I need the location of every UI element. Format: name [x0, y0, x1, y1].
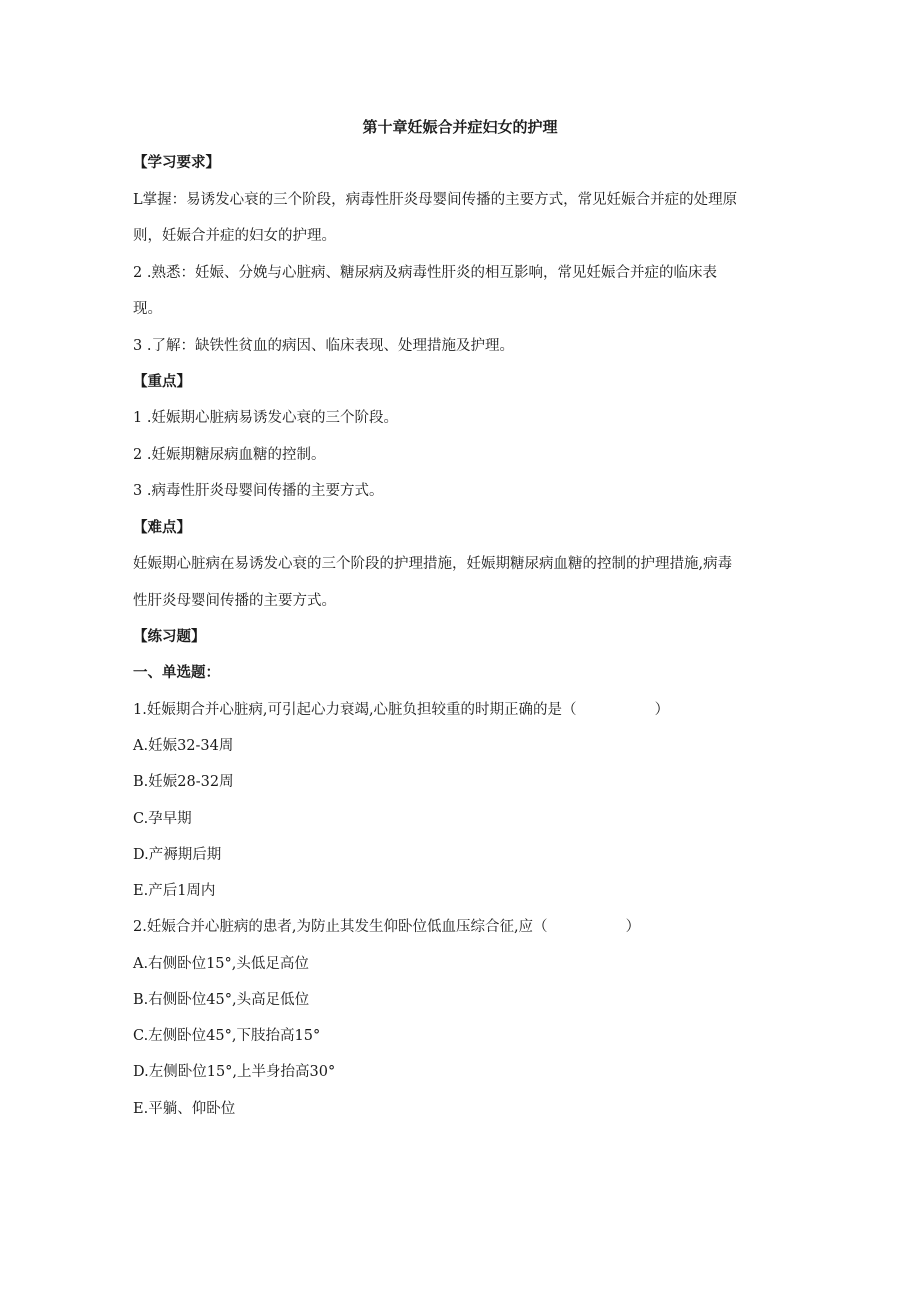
difficulties-line-2: 性肝炎母婴间传播的主要方式。: [133, 593, 336, 609]
requirement-item-2-line-2: 现。: [133, 301, 162, 317]
question-2-close: ）: [625, 919, 641, 935]
single-choice-heading: 一、单选题：: [133, 665, 220, 681]
key-points-heading: 【重点】: [133, 374, 191, 390]
question-1-option-d: D.产褥期后期: [133, 847, 222, 863]
question-1-close: ）: [654, 702, 670, 718]
question-2-option-a: A.右侧卧位15°,头低足高位: [133, 956, 309, 972]
question-1-option-c: C.孕早期: [133, 811, 192, 827]
question-1-text: 1.妊娠期合并心脏病,可引起心力衰竭,心脏负担较重的时期正确的是（: [133, 702, 577, 718]
requirement-item-1-line-1: L掌握：易诱发心衰的三个阶段，病毒性肝炎母婴间传播的主要方式，常见妊娠合并症的处理原: [133, 192, 738, 208]
requirements-heading: 【学习要求】: [133, 155, 220, 171]
requirement-item-3: 3 .了解：缺铁性贫血的病因、临床表现、处理措施及护理。: [133, 338, 514, 354]
question-1-option-a: A.妊娠32-34周: [133, 738, 234, 754]
question-2-text: 2.妊娠合并心脏病的患者,为防止其发生仰卧位低血压综合征,应（: [133, 919, 548, 935]
requirement-item-1-line-2: 则，妊娠合并症的妇女的护理。: [133, 228, 336, 244]
difficulties-line-1: 妊娠期心脏病在易诱发心衰的三个阶段的护理措施，妊娠期糖尿病血糖的控制的护理措施,病毒: [133, 556, 733, 572]
question-2-option-e: E.平躺、仰卧位: [133, 1101, 236, 1117]
key-point-1: 1 .妊娠期心脏病易诱发心衰的三个阶段。: [133, 410, 398, 426]
key-point-3: 3 .病毒性肝炎母婴间传播的主要方式。: [133, 483, 384, 499]
requirement-item-2-line-1: 2 .熟悉：妊娠、分娩与心脏病、糖尿病及病毒性肝炎的相互影响，常见妊娠合并症的临床表: [133, 265, 717, 281]
exercises-heading: 【练习题】: [133, 629, 206, 645]
question-2-option-c: C.左侧卧位45°,下肢抬高15°: [133, 1028, 321, 1044]
page-title: 第十章妊娠合并症妇女的护理: [362, 118, 558, 136]
question-1-stem: [133, 698, 793, 719]
question-2-option-d: D.左侧卧位15°,上半身抬高30°: [133, 1064, 336, 1080]
question-2-option-b: B.右侧卧位45°,头高足低位: [133, 992, 310, 1008]
key-point-2: 2 .妊娠期糖尿病血糖的控制。: [133, 447, 326, 463]
question-2-stem: [133, 915, 793, 936]
difficulties-heading: 【难点】: [133, 520, 191, 536]
question-1-option-b: B.妊娠28-32周: [133, 774, 234, 790]
question-1-option-e: E.产后1周内: [133, 883, 216, 899]
